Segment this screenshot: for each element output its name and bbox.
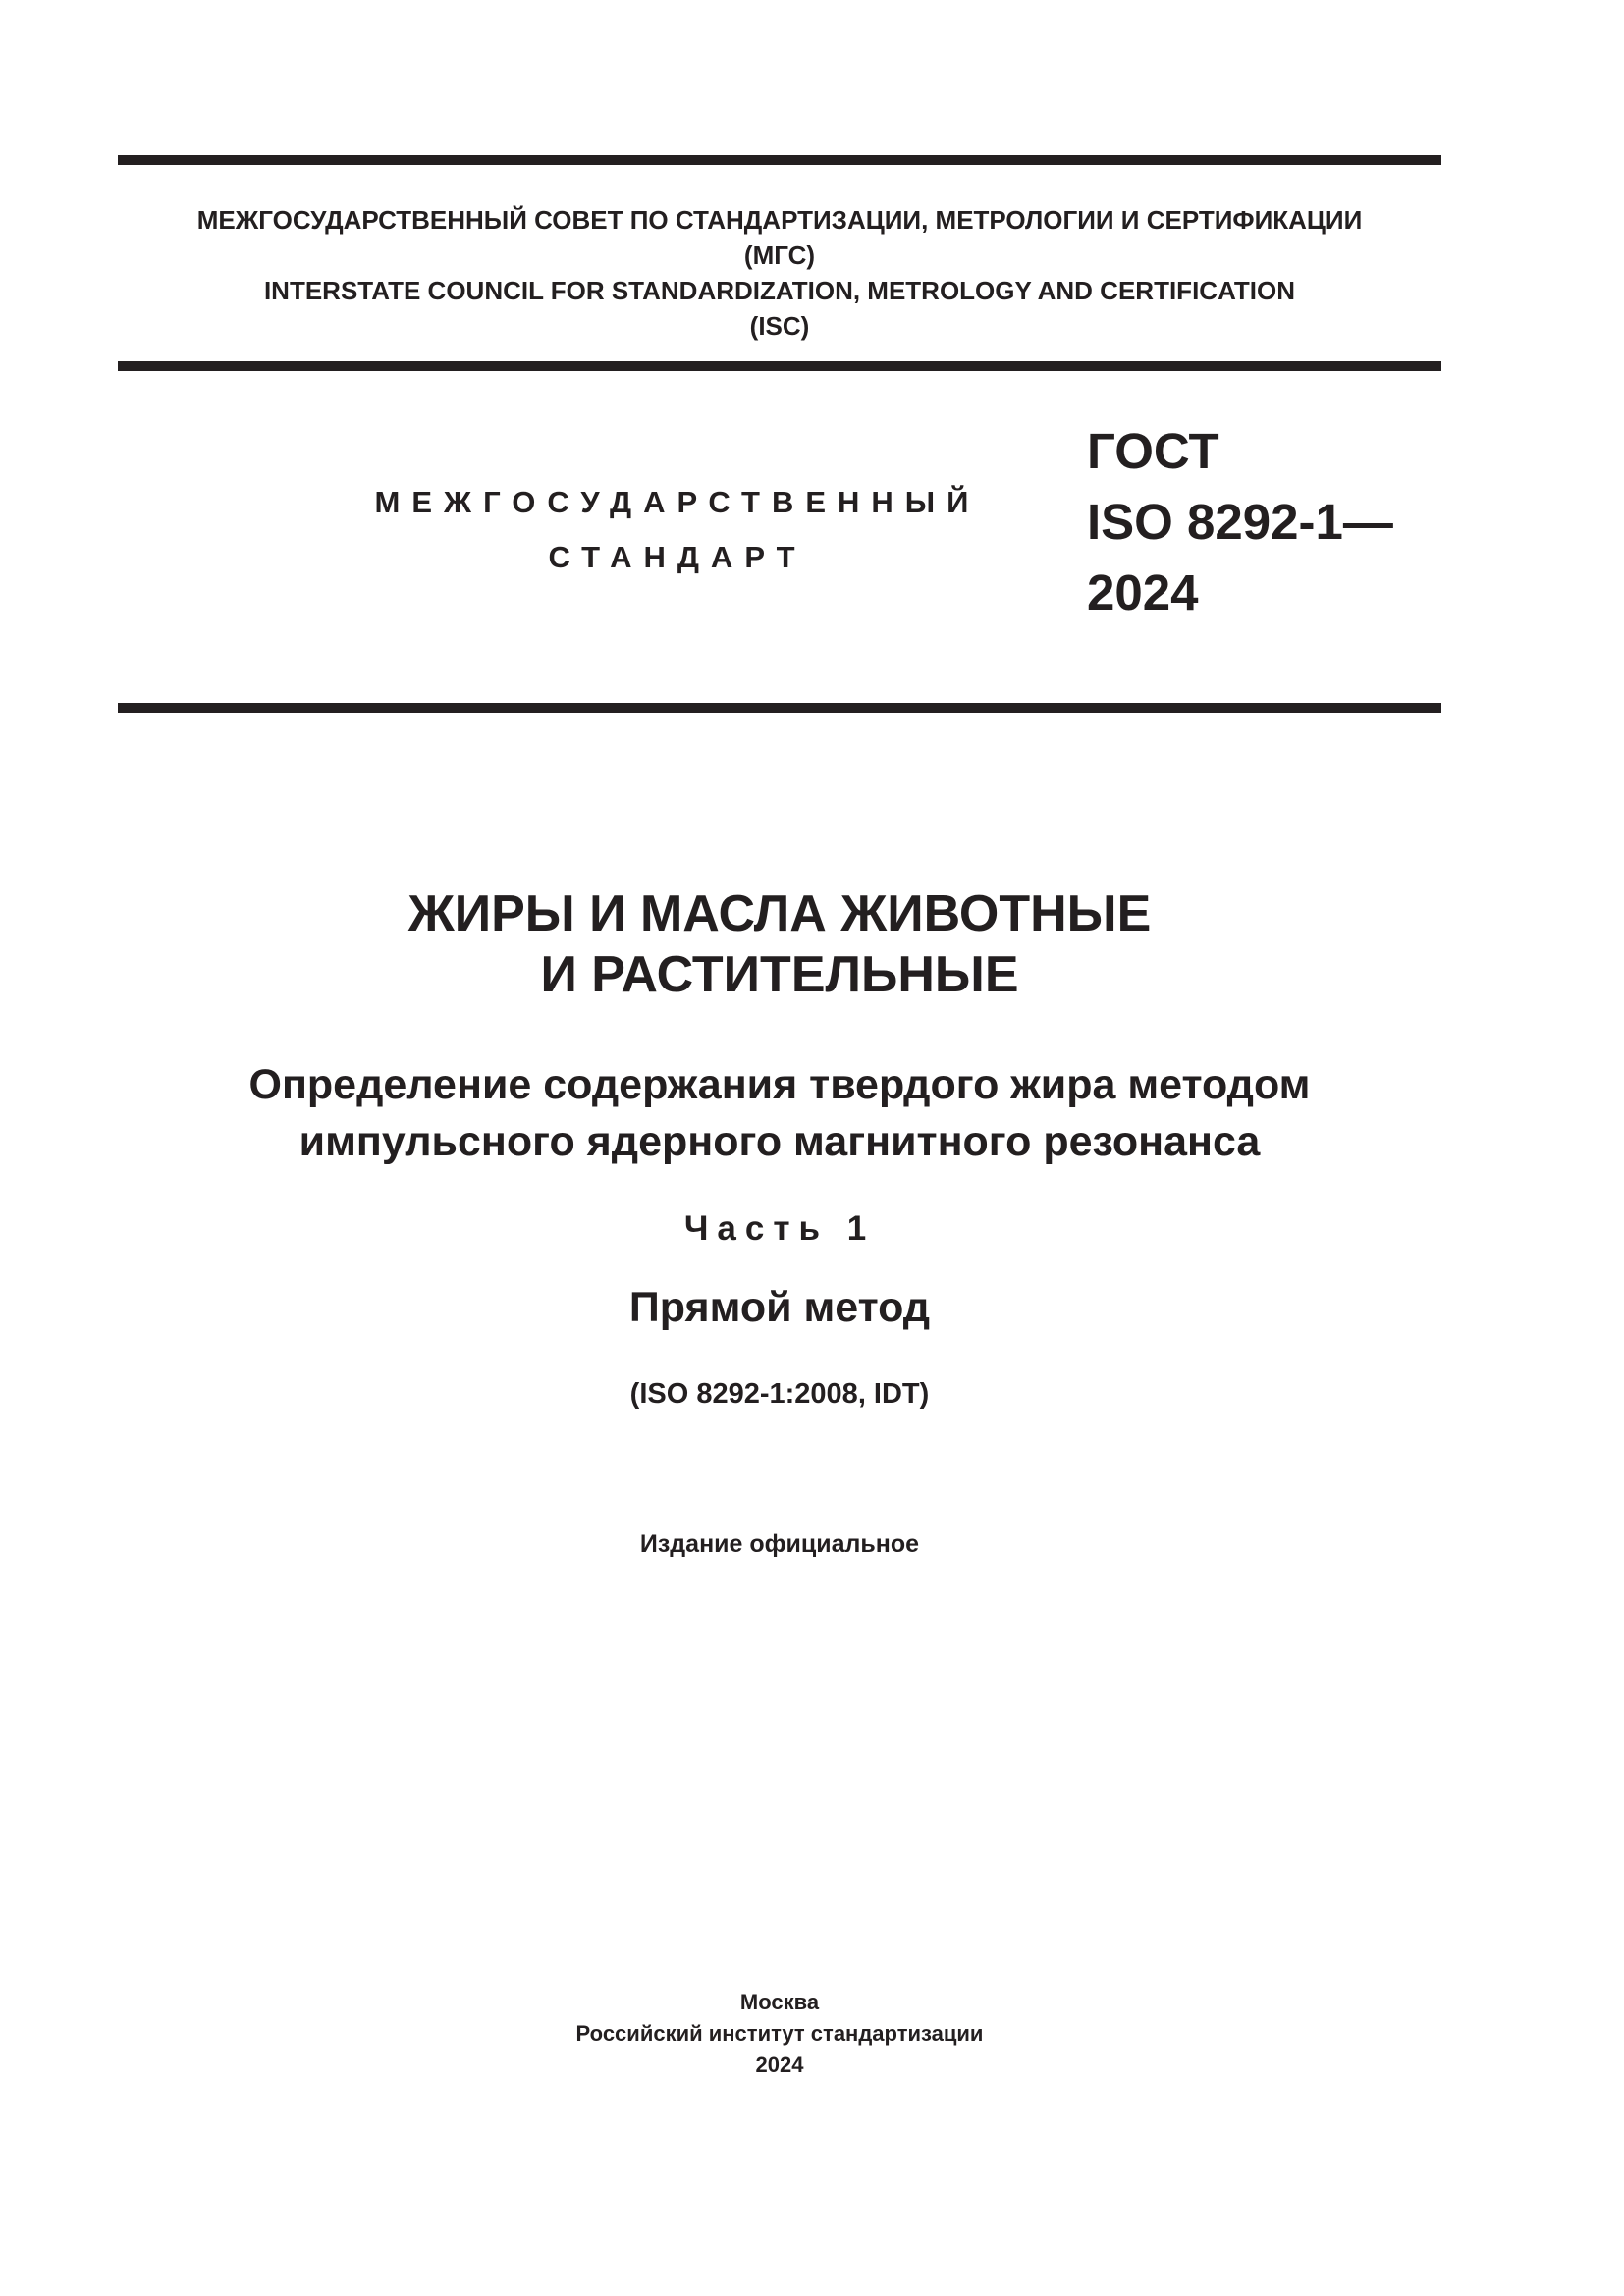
- subtitle-line-2: импульсного ядерного магнитного резонанса: [298, 1118, 1261, 1165]
- imprint-city: Москва: [739, 1990, 820, 2014]
- council-header: [118, 202, 1441, 344]
- designation-line-3: 2024: [1087, 564, 1199, 620]
- edition-note: Издание официальное: [639, 1530, 920, 1558]
- council-name-en: INTERSTATE COUNCIL FOR STANDARDIZATION, METROLOGY AND CERTIFICATION: [263, 276, 1296, 305]
- designation-line-2: ISO 8292-1—: [1087, 494, 1393, 550]
- council-abbr-ru: (МГС): [743, 240, 816, 270]
- document-subtitle: [118, 1056, 1441, 1170]
- title-line-2: И РАСТИТЕЛЬНЫЕ: [540, 946, 1019, 1003]
- standard-type-label: [324, 475, 1031, 585]
- part-number: Часть 1: [683, 1209, 876, 1248]
- standard-type-line-1: МЕЖГОСУДАРСТВЕННЫЙ: [374, 485, 981, 519]
- top-divider: [118, 155, 1441, 165]
- document-title: [118, 883, 1441, 1005]
- imprint: [118, 1987, 1441, 2081]
- designation-line-1: ГОСТ: [1087, 423, 1219, 479]
- header-divider: [118, 361, 1441, 371]
- standard-designation: [1087, 416, 1393, 628]
- standard-type-line-2: СТАНДАРТ: [548, 540, 807, 574]
- designation-divider: [118, 703, 1441, 713]
- imprint-publisher: Российский институт стандартизации: [575, 2021, 984, 2046]
- council-name-ru: МЕЖГОСУДАРСТВЕННЫЙ СОВЕТ ПО СТАНДАРТИЗАЦИИ, МЕТРОЛОГИИ И СЕРТИФИКАЦИИ: [196, 205, 1363, 235]
- title-line-1: ЖИРЫ И МАСЛА ЖИВОТНЫЕ: [407, 885, 1152, 942]
- council-abbr-en: (ISC): [749, 311, 810, 341]
- part-name: Прямой метод: [628, 1284, 931, 1331]
- subtitle-line-1: Определение содержания твердого жира методом: [248, 1061, 1311, 1108]
- iso-reference: (ISO 8292-1:2008, IDT): [629, 1378, 930, 1410]
- imprint-year: 2024: [755, 2053, 804, 2077]
